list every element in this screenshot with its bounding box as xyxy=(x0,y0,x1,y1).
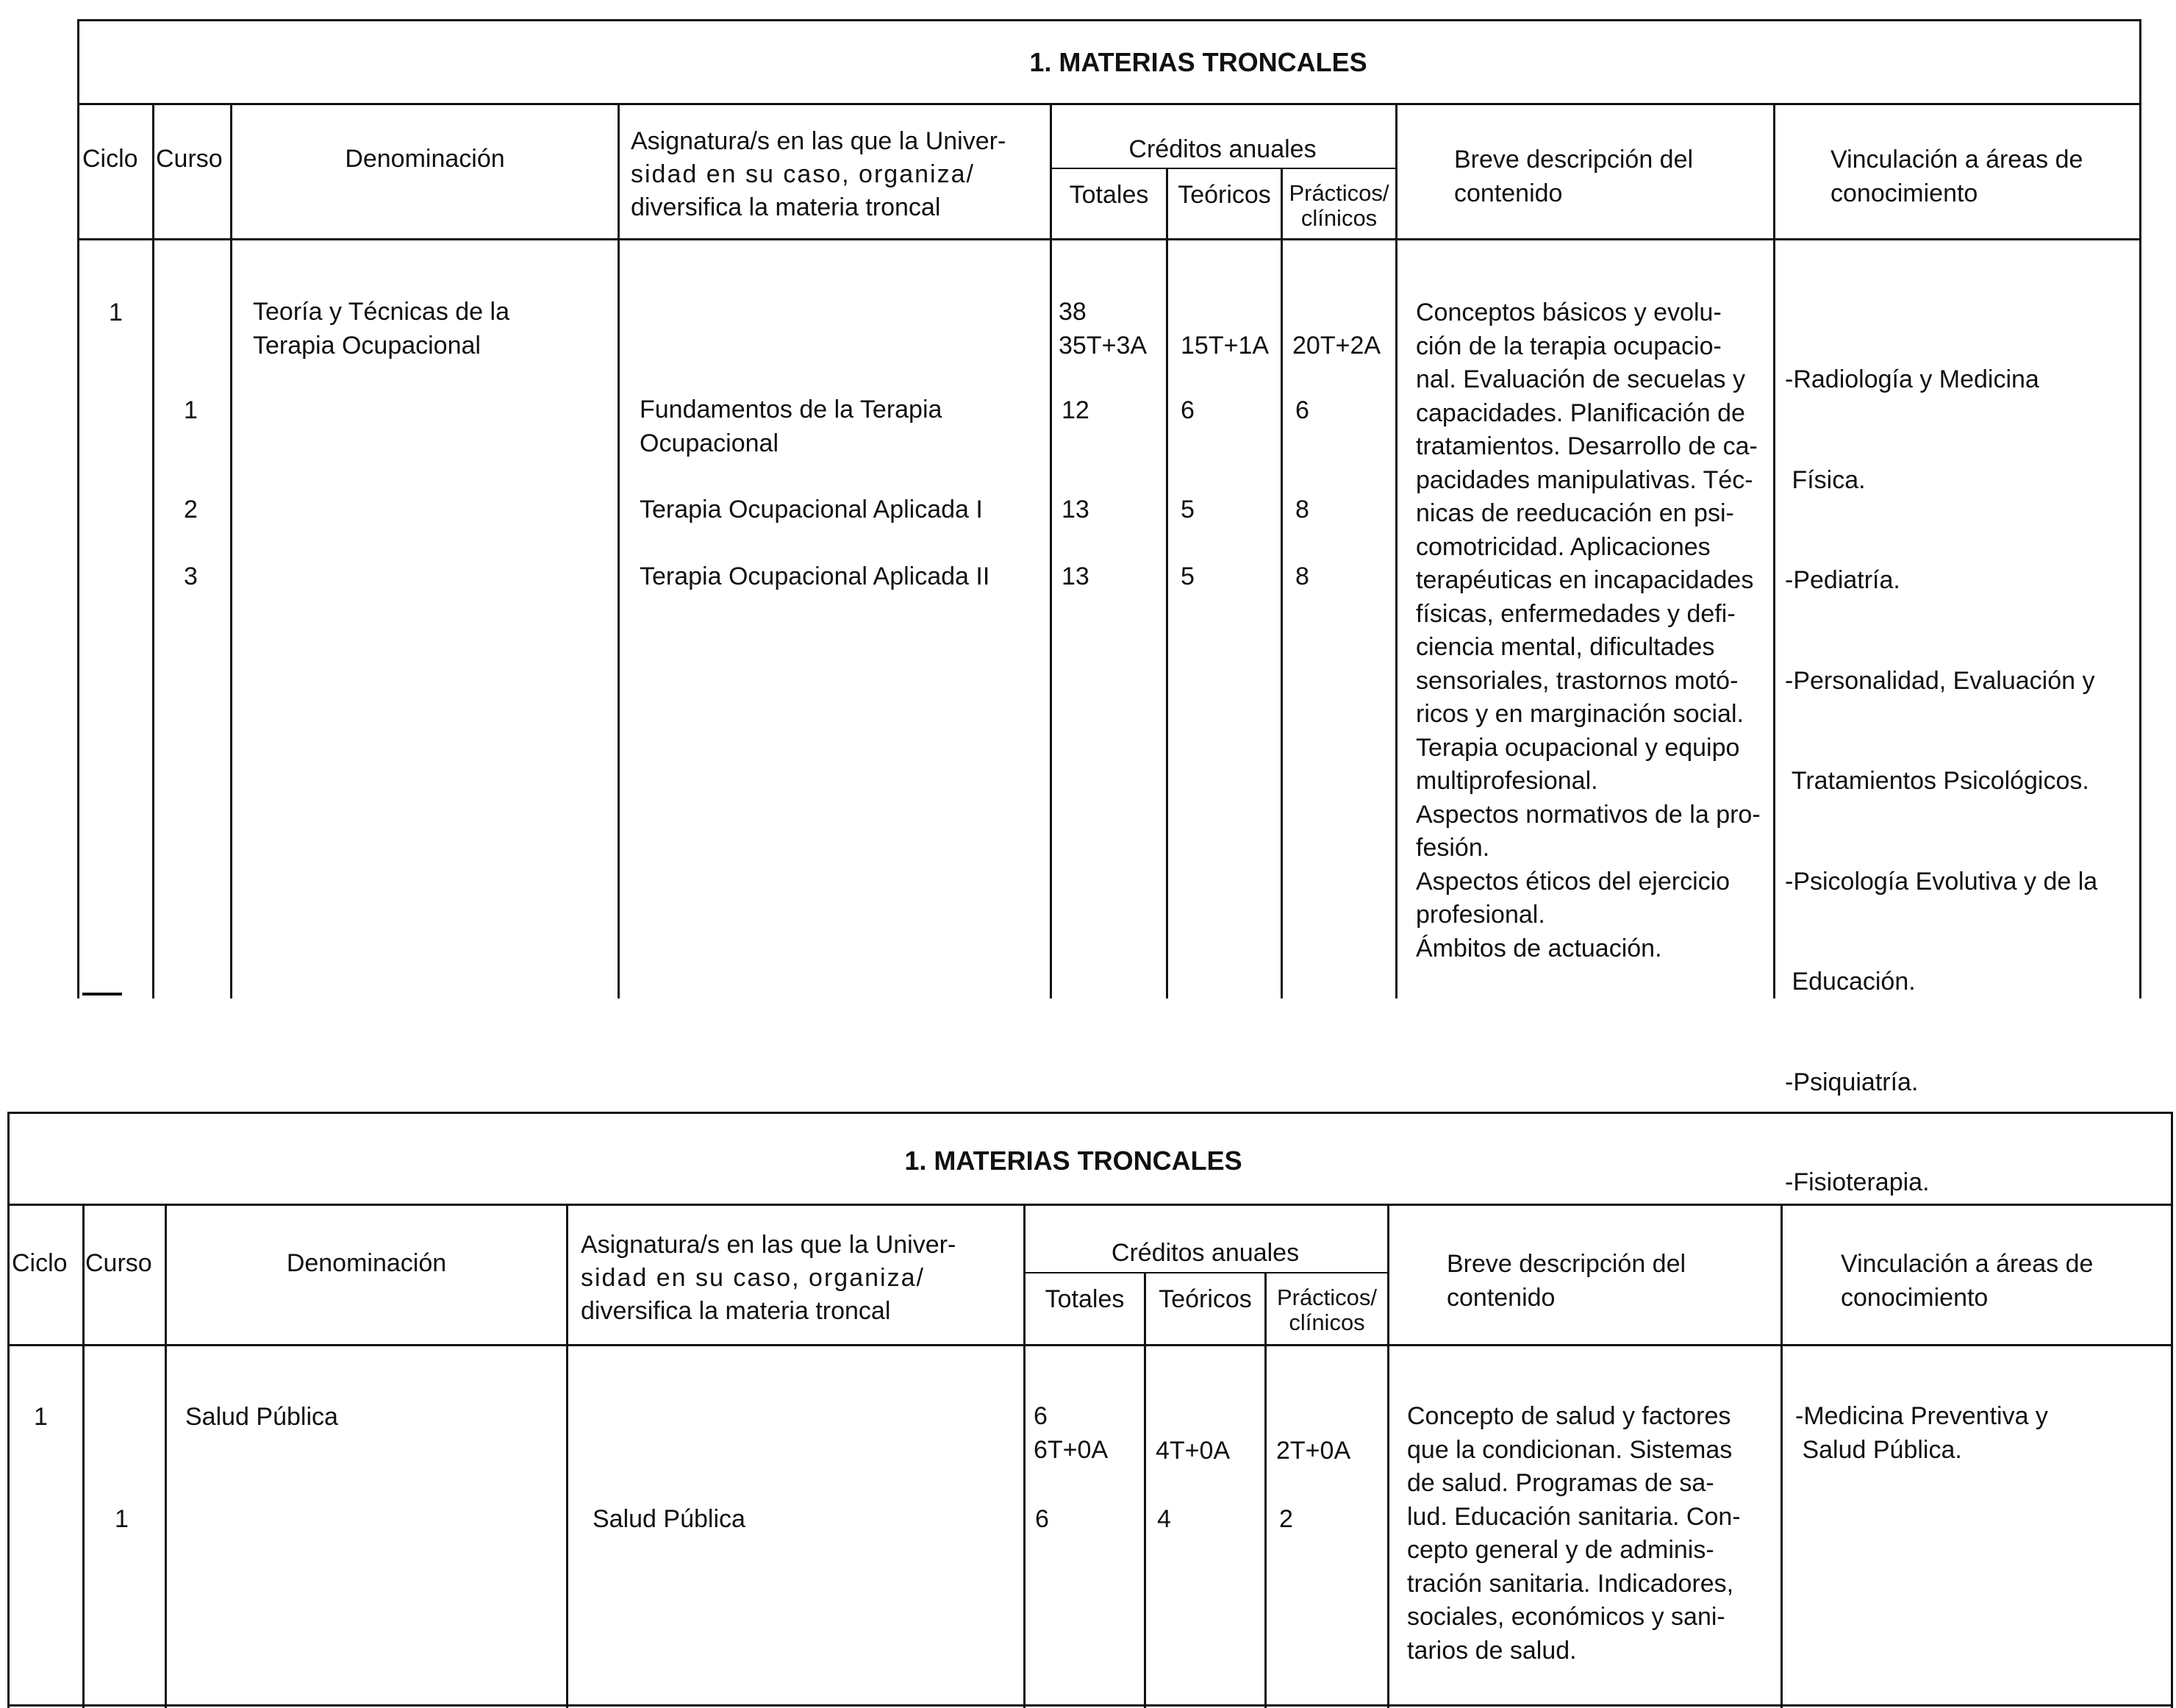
table-row-totales: 12 xyxy=(1062,396,1089,424)
table-row-totales: 13 xyxy=(1062,496,1089,524)
table-row-totales: 6 xyxy=(1035,1505,1049,1533)
header-ciclo: Ciclo xyxy=(82,145,138,173)
table-row-curso: 3 xyxy=(184,562,198,590)
denominacion-value: Teoría y Técnicas de la Terapia Ocupacional xyxy=(253,298,509,360)
totales-main: 38 35T+3A xyxy=(1059,298,1148,360)
denominacion-value: Salud Pública xyxy=(185,1403,338,1431)
header-creditos-anuales: Créditos anuales xyxy=(1111,1239,1300,1267)
header-creditos-anuales: Créditos anuales xyxy=(1128,135,1317,163)
header-ciclo: Ciclo xyxy=(12,1249,68,1277)
header-asignatura: Asignatura/s en las que la Univer- sidad en su caso, organiza/ diversifica la materia troncal xyxy=(581,1231,956,1325)
practicos-main: 20T+2A xyxy=(1292,332,1381,360)
header-vinculacion: Vinculación a áreas de conocimiento xyxy=(1841,1250,2094,1312)
header-asignatura: Asignatura/s en las que la Univer- sidad en su caso, organiza/ diversifica la materia troncal xyxy=(631,127,1006,221)
vinculacion-text: -Medicina Preventiva y Salud Pública. xyxy=(1795,1402,2048,1464)
header-breve-descripcion: Breve descripción del contenido xyxy=(1447,1250,1686,1312)
table-row-practicos: 2 xyxy=(1279,1505,1293,1533)
header-denominacion: Denominación xyxy=(286,1249,447,1277)
header-practicos: Prácticos/ clínicos xyxy=(1289,180,1389,231)
header-vinculacion: Vinculación a áreas de conocimiento xyxy=(1830,146,2083,207)
table-row-teoricos: 5 xyxy=(1181,496,1195,524)
header-curso: Curso xyxy=(85,1249,152,1277)
table-title: 1. MATERIAS TRONCALES xyxy=(904,1146,1242,1176)
table-row-asignatura: Terapia Ocupacional Aplicada I xyxy=(640,496,983,524)
header-teoricos: Teóricos xyxy=(1178,181,1271,209)
totales-main: 6 6T+0A xyxy=(1034,1402,1109,1464)
table-row-practicos: 8 xyxy=(1295,496,1309,524)
table-title: 1. MATERIAS TRONCALES xyxy=(1029,47,1367,77)
table-row-teoricos: 6 xyxy=(1181,396,1195,424)
table-row-curso: 1 xyxy=(184,396,198,424)
header-totales: Totales xyxy=(1069,181,1149,209)
header-practicos: Prácticos/ clínicos xyxy=(1276,1284,1378,1335)
ciclo-value: 1 xyxy=(109,299,123,326)
table-row-curso: 2 xyxy=(184,496,198,524)
header-denominacion: Denominación xyxy=(345,145,505,173)
practicos-main: 2T+0A xyxy=(1276,1437,1351,1465)
table-row-totales: 13 xyxy=(1062,562,1089,590)
header-teoricos: Teóricos xyxy=(1159,1285,1252,1313)
table-row-asignatura: Terapia Ocupacional Aplicada II xyxy=(640,562,990,590)
table-row-asignatura: Fundamentos de la Terapia Ocupacional xyxy=(640,396,942,457)
descripcion-text: Concepto de salud y factores que la condicionan. Sistemas de salud. Programas de sa- lud. Educación sanitaria. Con- cepto general y de adminis- tración sanitaria. Indicadores, sociales, económicos y sani- tarios de salud. xyxy=(1407,1402,1741,1665)
table-row-teoricos: 5 xyxy=(1181,562,1195,590)
teoricos-main: 4T+0A xyxy=(1156,1437,1231,1465)
vinculacion-text: -Radiología y Medicina Física. -Pediatría. -Personalidad, Evaluación y Tratamientos Psicológicos. -Psicología Evolutiva y de la Educación. -Psiquiatría. -Fisioterapia. xyxy=(1785,365,2098,1196)
ciclo-value: 1 xyxy=(34,1403,48,1431)
table-row-practicos: 6 xyxy=(1295,396,1309,424)
table-row-curso: 1 xyxy=(115,1505,129,1533)
header-breve-descripcion: Breve descripción del contenido xyxy=(1454,146,1694,207)
header-totales: Totales xyxy=(1045,1285,1125,1313)
header-curso: Curso xyxy=(156,145,223,173)
table-row-asignatura: Salud Pública xyxy=(593,1505,745,1533)
teoricos-main: 15T+1A xyxy=(1181,332,1270,360)
descripcion-text: Conceptos básicos y evolu- ción de la terapia ocupacio- nal. Evaluación de secuelas y capacidades. Planificación de tratamientos. Desarrollo de ca- pacidades manipulativas. Téc- nicas de reeducación en psi- comotricidad. Aplicaciones terapéuticas en incapacidades físicas, enfermedades y defi- ciencia mental, dificultades sensoriales, trastornos motó- ricos y en marginación social. Terapia ocupacional y equipo multiprofesional. Aspectos normativos de la pro- fesión. Aspectos éticos del ejercicio profesional. Ámbitos de actuación. xyxy=(1416,299,1761,962)
table-row-practicos: 8 xyxy=(1295,562,1309,590)
table-row-teoricos: 4 xyxy=(1157,1505,1171,1533)
